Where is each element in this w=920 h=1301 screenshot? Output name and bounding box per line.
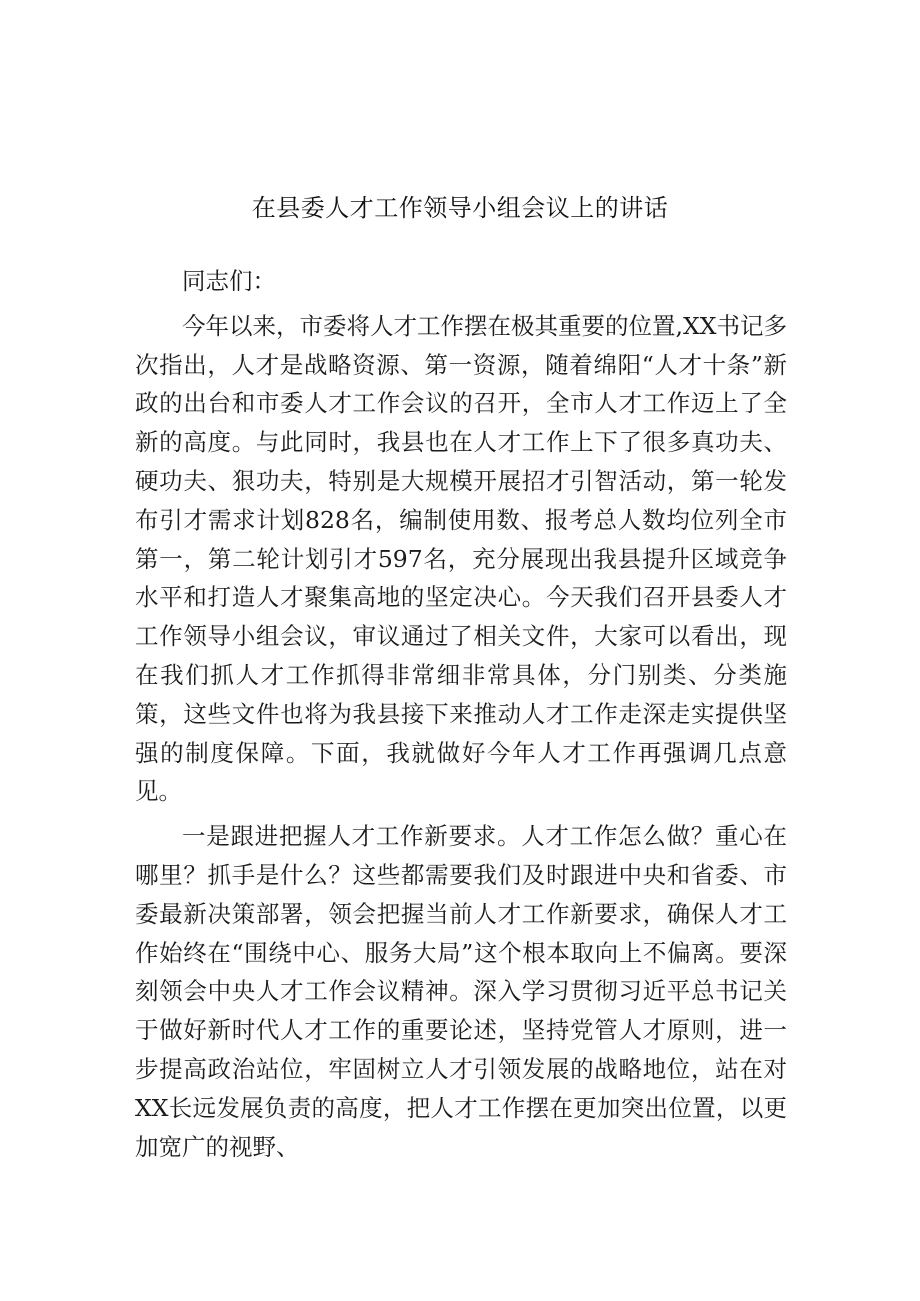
paragraph-2: 一是跟进把握人才工作新要求。人才工作怎么做？重心在哪里？抓手是什么？这些都需要我们及时跟进中央和省委、市委最新决策部署，领会把握当前人才工作新要求，确保人才工作始终在“围绕中心、服务大局”这个根本取向上不偏离。要深刻领会中央人才工作会议精神。深入学习贯彻习近平总书记关于做好新时代人才工作的重要论述，坚持党管人才原则，进一步提高政治站位，牢固树立人才引领发展的战略地位，站在对XX长远发展负责的高度，把人才工作摆在更加突出位置，以更加宽广的视野、 [135, 822, 787, 1161]
salutation: 同志们： [182, 267, 276, 295]
document-body [135, 262, 787, 1172]
paragraph-1: 今年以来，市委将人才工作摆在极其重要的位置,XX书记多次指出，人才是战略资源、第一资源，随着绵阳“人才十条”新政的出台和市委人才工作会议的召开，全市人才工作迈上了全新的高度。与此同时，我县也在人才工作上下了很多真功夫、硬功夫、狠功夫，特别是大规模开展招才引智活动，第一轮发布引才需求计划828名，编制使用数、报考总人数均位列全市第一，第二轮计划引才597名，充分展现出我县提升区域竞争水平和打造人才聚集高地的坚定决心。今天我们召开县委人才工作领导小组会议，审议通过了相关文件，大家可以看出，现在我们抓人才工作抓得非常细非常具体，分门别类、分类施策，这些文件也将为我县接下来推动人才工作走深走实提供坚强的制度保障。下面，我就做好今年人才工作再强调几点意见。 [135, 311, 787, 806]
document-title: 在县委人才工作领导小组会议上的讲话 [251, 194, 669, 223]
